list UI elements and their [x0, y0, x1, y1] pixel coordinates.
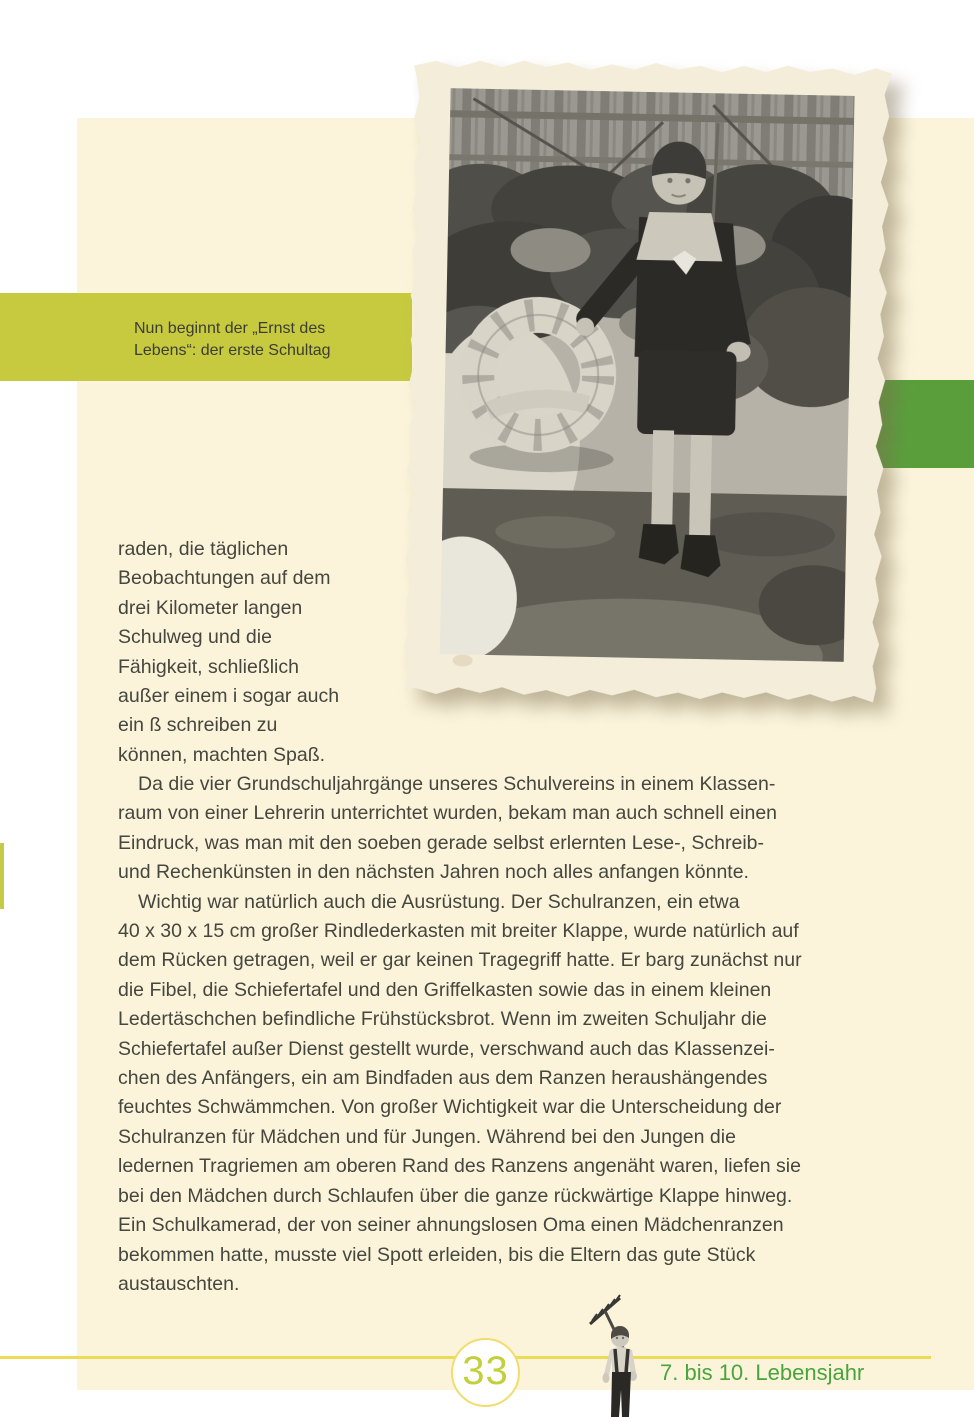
- text-line: Ledertäschchen befindliche Frühstücksbrot. Wenn im zweiten Schuljahr die: [118, 1008, 767, 1031]
- text-line: raden, die täglichen: [118, 538, 289, 560]
- paragraph: [118, 770, 868, 888]
- text-line: ein ß schreiben zu: [118, 714, 278, 737]
- text-line: Fähigkeit, schließlich: [118, 655, 299, 678]
- boy-with-rake-illustration: [584, 1290, 648, 1417]
- page-number: 33: [462, 1349, 509, 1393]
- text-line: chen des Anfängers, ein am Bindfaden aus dem Ranzen heraushängendes: [118, 1067, 768, 1090]
- text-line: Schiefertafel außer Dienst gestellt wurde, verschwand auch das Klassenzei-: [118, 1037, 775, 1060]
- caption-line: Lebens“: der erste Schultag: [134, 342, 331, 359]
- text-line: Schulranzen für Mädchen und für Jungen. Während bei den Jungen die: [118, 1125, 736, 1148]
- text-line: Beobachtungen auf dem: [118, 567, 331, 590]
- body-text-column: [118, 535, 339, 770]
- photo-boy-with-rake: [584, 1290, 648, 1417]
- photo-boy-with-pretzel: [402, 57, 892, 710]
- text-line: Eindruck, was man mit den soeben gerade selbst erlernten Lese-, Schreib-: [118, 831, 765, 854]
- page-number-circle: [451, 1338, 520, 1407]
- text-line: 40 x 30 x 15 cm großer Rindlederkasten mit breiter Klappe, wurde natürlich auf: [118, 920, 799, 943]
- caption-line: Nun beginnt der „Ernst des: [134, 320, 326, 337]
- paragraph: [118, 888, 868, 1300]
- left-edge-accent-strip: [0, 843, 4, 909]
- text-line: ledernen Tragriemen am oberen Rand des Ranzens angenäht waren, liefen sie: [118, 1155, 801, 1178]
- text-line: Schulweg und die: [118, 626, 272, 649]
- text-line: Da die vier Grundschuljahrgänge unseres Schulvereins in einem Klassen-: [138, 773, 776, 795]
- text-line: die Fibel, die Schiefertafel und den Griffelkasten sowie das in einem kleinen: [118, 978, 772, 1001]
- text-line: Wichtig war natürlich auch die Ausrüstung. Der Schulranzen, ein etwa: [138, 890, 740, 913]
- section-label: 7. bis 10. Lebensjahr: [660, 1360, 865, 1385]
- boy-with-pretzel-illustration: [402, 57, 892, 710]
- text-line: dem Rücken getragen, weil er gar keinen Tragegriff hatte. Er barg zunächst nur: [118, 949, 802, 972]
- text-line: feuchtes Schwämmchen. Von großer Wichtigkeit war die Unterscheidung der: [118, 1096, 782, 1119]
- text-line: Ein Schulkamerad, der von seiner ahnungslosen Oma einen Mädchenranzen: [118, 1214, 784, 1237]
- text-line: bei den Mädchen durch Schlaufen über die ganze rückwärtige Klappe hinweg.: [118, 1184, 793, 1207]
- caption-band: [0, 293, 412, 381]
- text-line: drei Kilometer langen: [118, 596, 303, 619]
- text-line: austauschten.: [118, 1272, 240, 1295]
- text-line: raum von einer Lehrerin unterrichtet wurden, bekam man auch schnell einen: [118, 802, 778, 825]
- text-line: außer einem i sogar auch: [118, 685, 340, 708]
- text-line: und Rechenkünsten in den nächsten Jahren noch alles anfangen könnte.: [118, 861, 749, 884]
- text-line: bekommen hatte, musste viel Spott erleiden, bis die Eltern das gute Stück: [118, 1243, 756, 1266]
- photo-caption: [134, 318, 331, 362]
- body-text-paragraphs: [118, 770, 868, 1299]
- text-line: können, machten Spaß.: [118, 743, 326, 766]
